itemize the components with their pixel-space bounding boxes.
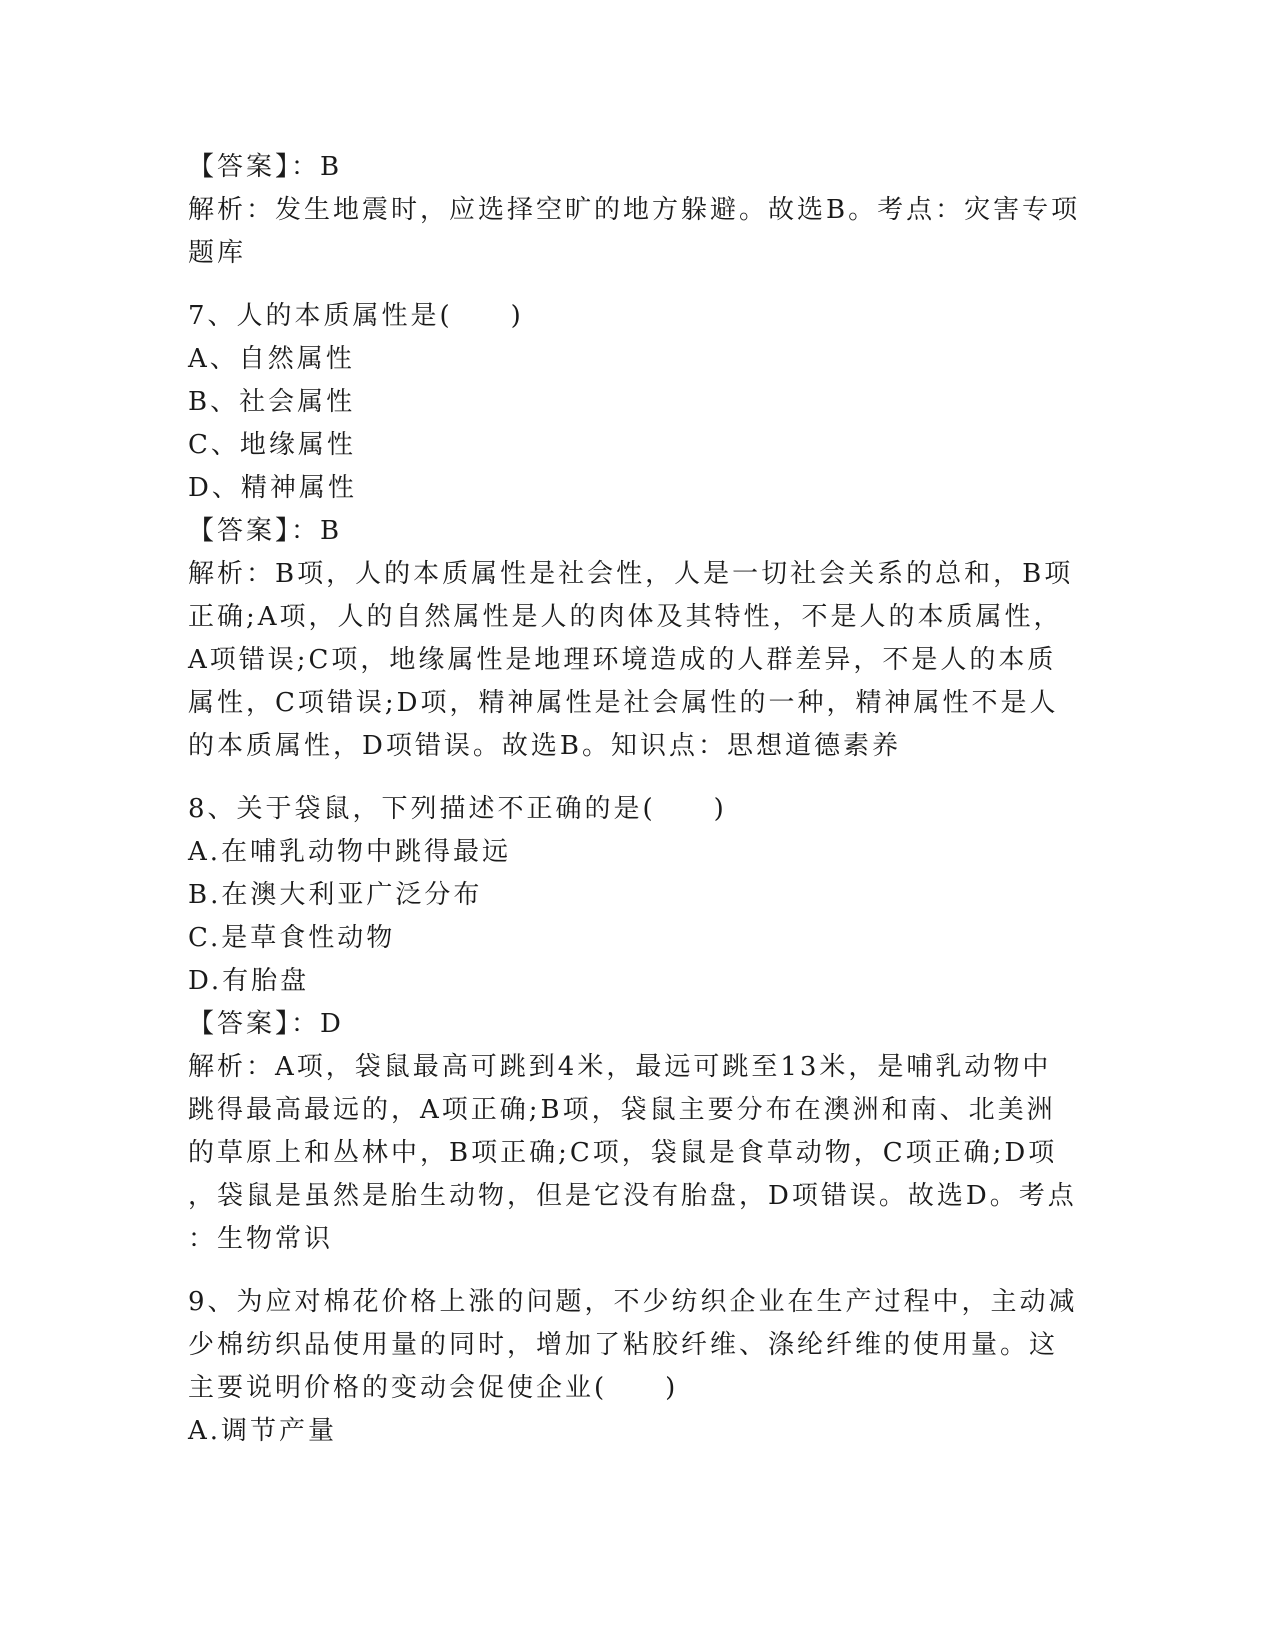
option-a: A、自然属性 — [188, 344, 355, 374]
analysis-line: 解析：A项，袋鼠最高可跳到4米，最远可跳至13米，是哺乳动物中 — [188, 1052, 1052, 1082]
answer-line: 【答案】：B — [188, 152, 343, 182]
analysis-line: 正确;A项，人的自然属性是人的肉体及其特性，不是人的本质属性， — [188, 602, 1063, 632]
analysis-line: 题库 — [188, 238, 247, 268]
option-a: A.在哺乳动物中跳得最远 — [188, 837, 512, 867]
option-b: B、社会属性 — [188, 387, 356, 417]
question-stem: 主要说明价格的变动会促使企业( ) — [188, 1373, 679, 1403]
question-stem: 少棉纺织品使用量的同时，增加了粘胶纤维、涤纶纤维的使用量。这 — [188, 1330, 1059, 1360]
analysis-line: 解析：B项，人的本质属性是社会性，人是一切社会关系的总和，B项 — [188, 559, 1074, 589]
question-stem: 8、关于袋鼠，下列描述不正确的是( ) — [188, 794, 727, 824]
analysis-line: ，袋鼠是虽然是胎生动物，但是它没有胎盘，D项错误。故选D。考点 — [188, 1181, 1077, 1211]
document-content — [188, 146, 1088, 1453]
question-9 — [188, 1281, 1088, 1453]
option-b: B.在澳大利亚广泛分布 — [188, 880, 483, 910]
option-d: D、精神属性 — [188, 473, 357, 503]
analysis-line: 的草原上和丛林中，B项正确;C项，袋鼠是食草动物，C项正确;D项 — [188, 1138, 1058, 1168]
analysis-line: 跳得最高最远的，A项正确;B项，袋鼠主要分布在澳洲和南、北美洲 — [188, 1095, 1056, 1125]
answer-line: 【答案】：B — [188, 516, 343, 546]
analysis-line: 解析：发生地震时，应选择空旷的地方躲避。故选B。考点：灾害专项 — [188, 195, 1081, 225]
option-a: A.调节产量 — [188, 1416, 338, 1446]
question-8 — [188, 788, 1088, 1261]
question-stem: 7、人的本质属性是( ) — [188, 301, 524, 331]
option-d: D.有胎盘 — [188, 966, 310, 996]
question-stem: 9、为应对棉花价格上涨的问题，不少纺织企业在生产过程中，主动减 — [188, 1287, 1078, 1317]
answer-line: 【答案】：D — [188, 1009, 344, 1039]
analysis-line: A项错误;C项，地缘属性是地理环境造成的人群差异，不是人的本质 — [188, 645, 1057, 675]
analysis-line: 属性，C项错误;D项，精神属性是社会属性的一种，精神属性不是人 — [188, 688, 1059, 718]
previous-answer-block — [188, 146, 1088, 275]
analysis-line: ：生物常识 — [188, 1224, 334, 1254]
option-c: C.是草食性动物 — [188, 923, 396, 953]
question-7 — [188, 295, 1088, 768]
analysis-line: 的本质属性，D项错误。故选B。知识点：思想道德素养 — [188, 731, 901, 761]
option-c: C、地缘属性 — [188, 430, 356, 460]
